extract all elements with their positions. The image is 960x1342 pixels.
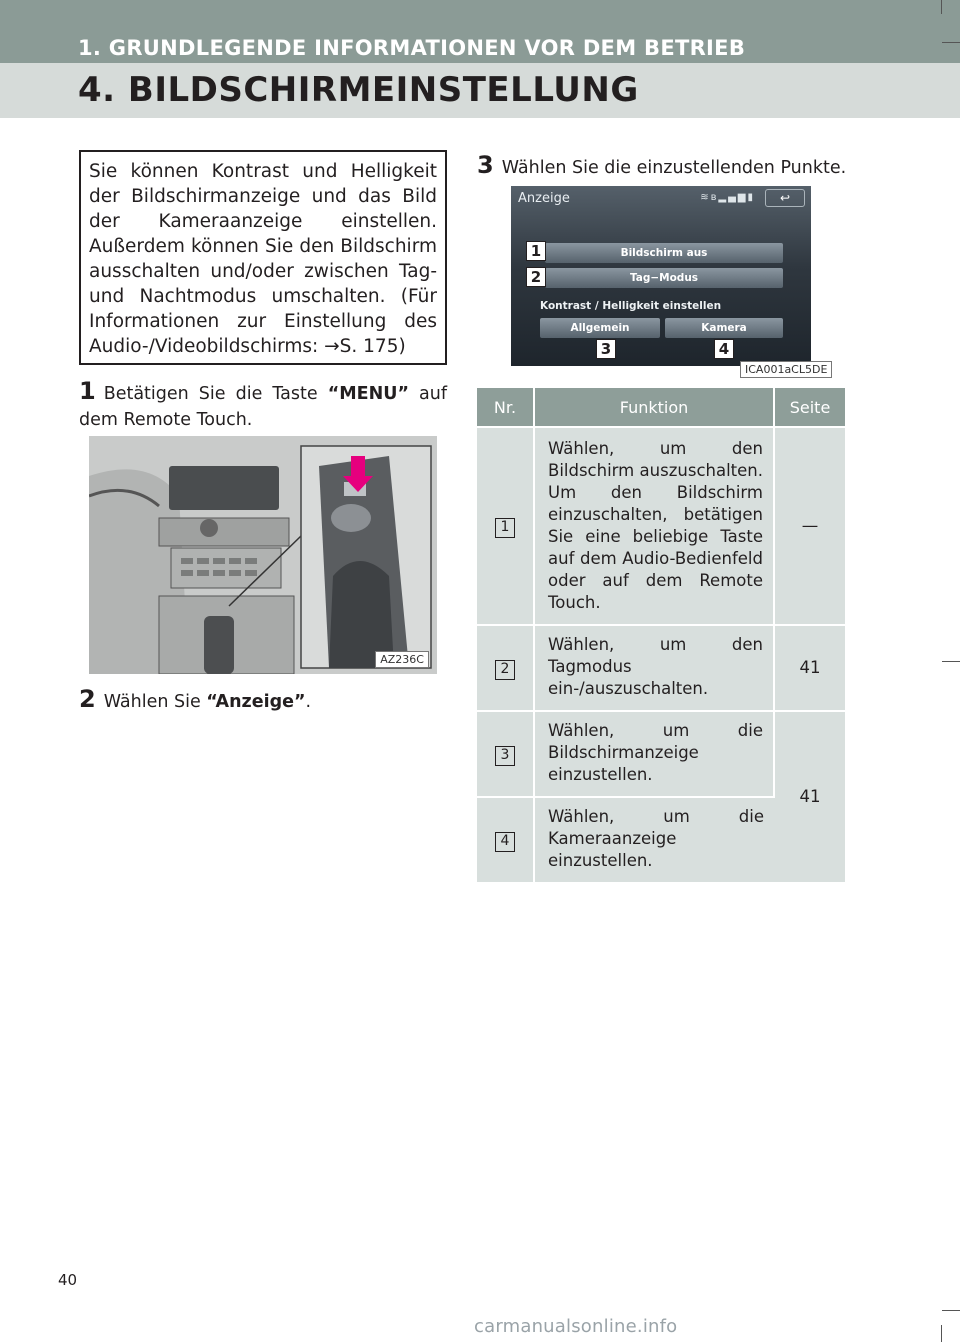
- row-function: Wählen, um die Bildschirmanzeige einzustellen.: [534, 711, 774, 797]
- callout-4: 4: [714, 339, 734, 359]
- row-function: Wählen, um den Bildschirm auszuschalten. Um den Bildschirm einzuschalten, betätigen Sie eine beliebige Taste auf dem Audio-Bedienfeld oder auf dem Remote Touch.: [534, 427, 774, 625]
- callout-1: 1: [526, 241, 546, 261]
- crop-mark: [941, 0, 942, 14]
- callout-3: 3: [596, 339, 616, 359]
- step-3: 3 Wählen Sie die einzustellenden Punkte.: [477, 151, 847, 179]
- row-number: 2: [495, 660, 515, 680]
- anzeige-keyword: “Anzeige”: [206, 692, 306, 712]
- column-header-nr: Nr.: [477, 388, 534, 427]
- step-number: 2: [79, 685, 96, 713]
- row-number: 3: [495, 746, 515, 766]
- battery-icon: ▮: [747, 192, 755, 203]
- watermark: carmanualsonline.info: [474, 1316, 678, 1337]
- day-mode-button[interactable]: Tag−Modus: [545, 268, 783, 288]
- step-number: 1: [79, 377, 96, 405]
- page-header: [0, 0, 960, 118]
- step-1: 1 Betätigen Sie die Taste “MENU” auf dem Remote Touch.: [79, 377, 447, 430]
- row-number: 4: [495, 832, 515, 852]
- column-header-function: Funktion: [534, 388, 774, 427]
- table-header-row: [477, 388, 845, 427]
- row-function: Wählen, um die Kameraanzeige einzustellen.: [534, 797, 774, 882]
- row-number: 1: [495, 518, 515, 538]
- figure-code: ICA001aCL5DE: [740, 361, 832, 378]
- dashboard-illustration: [89, 436, 437, 674]
- crop-mark: [942, 1310, 960, 1311]
- crop-mark: [941, 1325, 942, 1342]
- chapter-title: 1. GRUNDLEGENDE INFORMATIONEN VOR DEM BETRIEB: [78, 36, 746, 60]
- contrast-brightness-label: Kontrast / Helligkeit einstellen: [540, 300, 722, 312]
- page-number: 40: [58, 1271, 78, 1289]
- intro-box: [79, 150, 447, 365]
- status-icons: [700, 192, 755, 203]
- figure-code: AZ236C: [375, 651, 429, 668]
- car-interior-figure: [89, 436, 437, 674]
- intro-text: Sie können Kontrast und Helligkeit der Bildschirmanzeige und das Bild der Kameraanzeige einstellen. Außerdem können Sie den Bildschirm ausschalten und/oder zwischen Tag- und Nachtmodus umschalten. (Für Informationen zur Einstellung des Audio-/Videobildschirms: →S. 175): [89, 161, 437, 357]
- function-table: [477, 388, 845, 882]
- wifi-icon: ≋: [700, 192, 711, 203]
- screen-off-button[interactable]: Bildschirm aus: [545, 243, 783, 263]
- signal-icon: ▂▄▆: [718, 192, 748, 203]
- general-button[interactable]: Allgemein: [540, 318, 660, 338]
- step-number: 3: [477, 151, 494, 179]
- row-page: 41: [774, 625, 845, 711]
- screen-title: Anzeige: [518, 191, 570, 206]
- crop-mark: [942, 661, 960, 662]
- back-button[interactable]: ↩: [765, 189, 805, 207]
- camera-button[interactable]: Kamera: [665, 318, 783, 338]
- step-2: 2 Wählen Sie “Anzeige”.: [79, 685, 312, 713]
- row-function: Wählen, um den Tagmodus ein-/auszuschalten.: [534, 625, 774, 711]
- menu-keyword: “MENU”: [327, 384, 409, 404]
- table-row: [477, 711, 845, 797]
- callout-2: 2: [526, 267, 546, 287]
- bluetooth-icon: ʙ: [710, 192, 719, 203]
- row-page: —: [774, 427, 845, 625]
- section-title: 4. BILDSCHIRMEINSTELLUNG: [78, 70, 639, 110]
- table-row: [477, 427, 845, 625]
- row-page: 41: [774, 711, 845, 882]
- table-row: [477, 625, 845, 711]
- crop-mark: [942, 42, 960, 43]
- column-header-page: Seite: [774, 388, 845, 427]
- display-settings-screen: [511, 186, 811, 366]
